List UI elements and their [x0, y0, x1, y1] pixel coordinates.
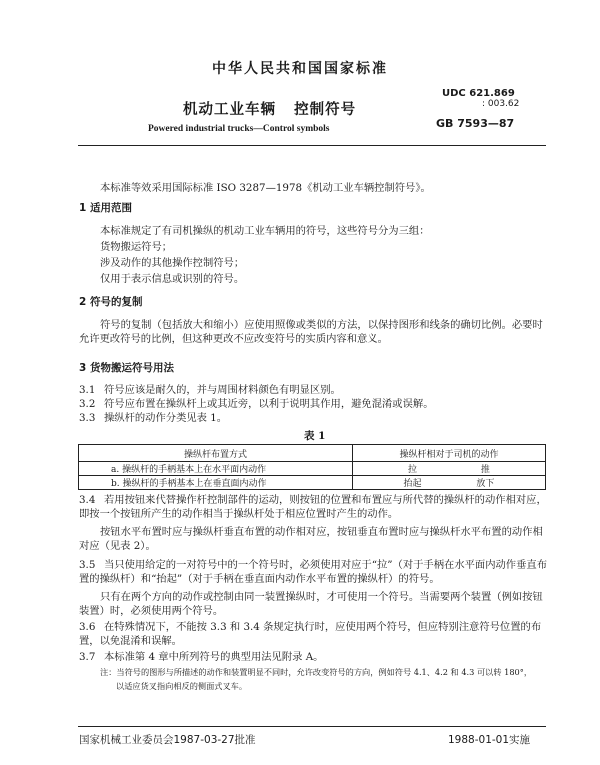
table-cell-actions: [353, 476, 546, 490]
clause-3-4-a: 若用按钮来代替操作杆控制部件的运动，则按钮的位置和布置应与所代替的操纵杆的动作相对应，即按一个按钮所产生的动作相当于操纵杆处于相应位置时产生的动作。: [79, 494, 547, 520]
header-rule: [78, 145, 546, 146]
table-header-action: 操纵杆相对于司机的动作: [353, 445, 546, 462]
table-cell-layout: a. 操纵杆的手柄基本上在水平面内动作: [79, 462, 353, 476]
note-line-2: 以适应货叉指向相反的侧面式叉车。: [116, 681, 248, 691]
section-1-item: 仅用于表示信息或识别的符号。: [100, 273, 245, 285]
note-line-1: 注：当符号的图形与所描述的动作和装置明显不同时，允许改变符号的方向，例如符号 4.1、4.2 和 4.3 可以转 180°，: [100, 667, 533, 677]
clause-number: 3.1: [79, 384, 96, 396]
clause-number: 3.3: [79, 412, 96, 424]
table-cell-layout: b. 操纵杆的手柄基本上在垂直面内动作: [79, 476, 353, 490]
clause-3-6: 在特殊情况下，不能按 3.3 和 3.4 条规定执行时，应使用两个符号，但应特别注意符号位置的布置，以免混淆和误解。: [79, 621, 542, 647]
clause-number: 3.2: [79, 398, 96, 410]
clause-3-1: 符号应该是耐久的，并与周围材料颜色有明显区别。: [104, 384, 341, 396]
udc-code-sub: : 003.62: [482, 99, 520, 109]
clause-3-5-b: 只有在两个方向的动作或控制由同一装置操纵时，才可使用一个符号。当需要两个装置（例如按钮装置）时，必须使用两个符号。: [79, 591, 543, 617]
section-1-lead: 本标准规定了有司机操纵的机动工业车辆用的符号，这些符号分为三组：: [100, 225, 430, 237]
table-header-layout: 操纵杆布置方式: [79, 445, 353, 462]
clause-number: 3.4: [79, 494, 96, 506]
document-title-en: Powered industrial trucks—Control symbols: [148, 124, 330, 134]
table-header-row: [79, 445, 546, 462]
clause-3-7: 本标准第 4 章中所列符号的典型用法见附录 A。: [104, 651, 324, 663]
intro-text: 本标准等效采用国际标准 ISO 3287—1978《机动工业车辆控制符号》。: [100, 182, 431, 194]
clause-3-4-b: 按钮水平布置时应与操纵杆垂直布置的动作相对应，按钮垂直布置时应与操纵杆水平布置的动作相对应（见表 2）。: [79, 526, 543, 552]
table-cell-action: 放下: [476, 479, 495, 489]
section-2-text: 符号的复制（包括放大和缩小）应使用照像或类似的方法，以保持图形和线条的确切比例。必要时允许更改符号的比例，但这种更改不应改变符号的实质内容和意义。: [79, 319, 543, 345]
table-cell-actions: [353, 462, 546, 476]
table-cell-action: 拉: [408, 465, 418, 475]
national-standard-heading: 中华人民共和国国家标准: [212, 61, 388, 77]
clause-3-5-a: 当只使用给定的一对符号中的一个符号时，必须使用对应于“拉”（对于手柄在水平面内动作垂直布置的操纵杆）和“抬起”（对于手柄在垂直面内动作水平布置的操纵杆）的符号。: [79, 559, 547, 585]
gb-number: GB 7593—87: [436, 117, 515, 130]
table-title: 表 1: [304, 430, 326, 442]
effective-date: 1988-01-01实施: [448, 734, 531, 746]
section-1-item: 货物搬运符号；: [100, 241, 173, 253]
lever-action-table: [78, 444, 546, 490]
section-3-heading: 3 货物搬运符号用法: [79, 362, 174, 374]
section-1-heading: 1 适用范围: [79, 202, 132, 214]
footer-rule: [78, 726, 546, 727]
approval-date: 国家机械工业委员会1987-03-27批准: [79, 734, 256, 746]
document-title-cn: 机动工业车辆 控制符号: [183, 102, 357, 118]
table-cell-action: 抬起: [403, 479, 422, 489]
table-row: [79, 476, 546, 490]
clause-number: 3.5: [79, 559, 96, 571]
table-cell-action: 推: [480, 465, 490, 475]
clause-number: 3.7: [79, 651, 96, 663]
clause-3-3: 操纵杆的动作分类见表 1。: [104, 412, 228, 424]
clause-number: 3.6: [79, 621, 96, 633]
section-1-item: 涉及动作的其他操作控制符号；: [100, 257, 245, 269]
udc-code: UDC 621.869: [442, 88, 515, 99]
clause-3-2: 符号应布置在操纵杆上或其近旁，以利于说明其作用，避免混淆或误解。: [104, 398, 434, 410]
section-2-heading: 2 符号的复制: [79, 296, 143, 308]
table-row: [79, 462, 546, 476]
